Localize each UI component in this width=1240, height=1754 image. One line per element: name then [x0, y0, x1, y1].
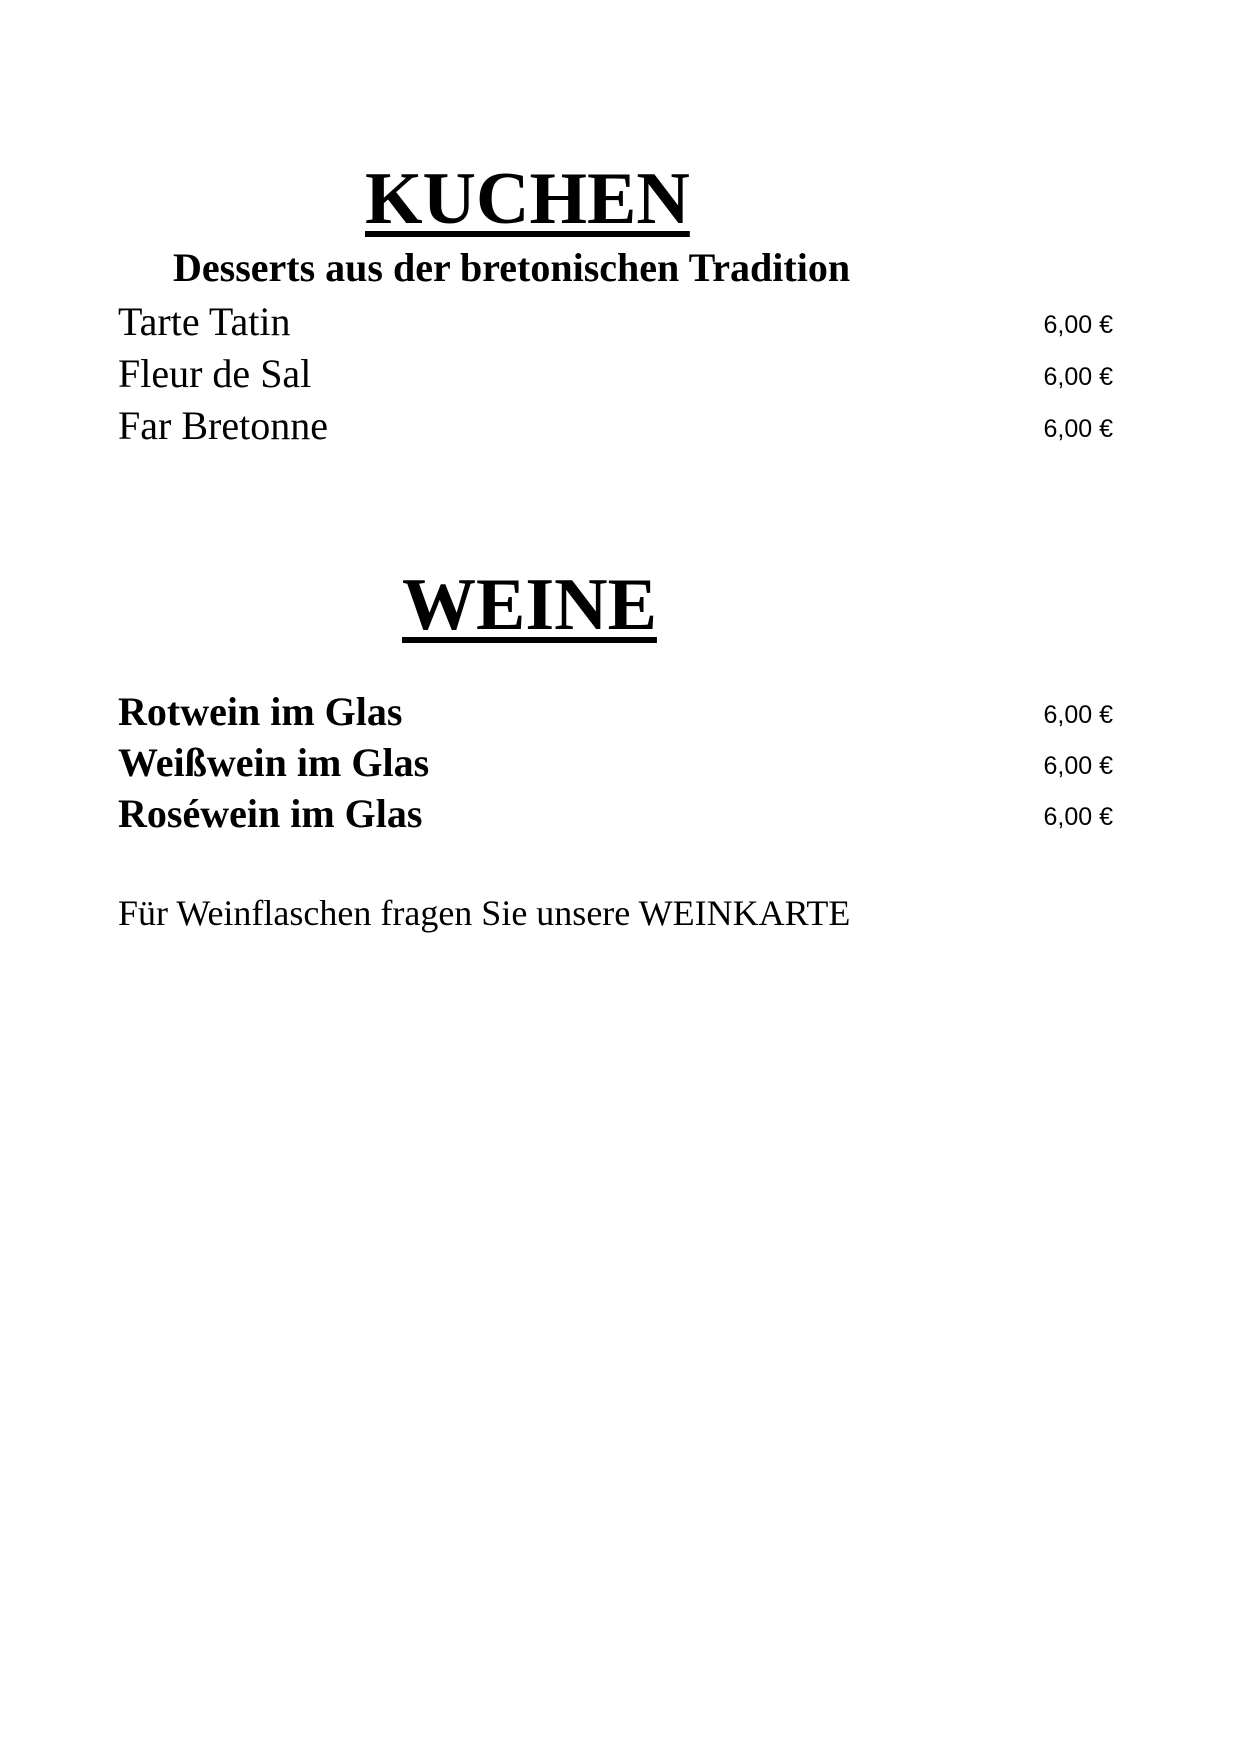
menu-item-tarte-tatin	[118, 298, 1113, 350]
menu-item-rosewein	[118, 790, 1113, 842]
item-name: Tarte Tatin	[118, 299, 291, 344]
item-price: 6,00 €	[1043, 752, 1113, 780]
item-name: Weißwein im Glas	[118, 740, 430, 785]
item-name: Rotwein im Glas	[118, 689, 403, 734]
item-price: 6,00 €	[1043, 363, 1113, 391]
menu-item-far-bretonne	[118, 402, 1113, 454]
menu-item-weisswein	[118, 739, 1113, 791]
item-price: 6,00 €	[1043, 803, 1113, 831]
weine-section-title: WEINE	[402, 564, 657, 646]
item-price: 6,00 €	[1043, 415, 1113, 443]
item-name: Roséwein im Glas	[118, 791, 423, 836]
item-price: 6,00 €	[1043, 701, 1113, 729]
kuchen-section-title: KUCHEN	[365, 158, 690, 240]
item-name: Far Bretonne	[118, 403, 328, 448]
item-name: Fleur de Sal	[118, 351, 312, 396]
menu-item-rotwein	[118, 688, 1113, 740]
item-price: 6,00 €	[1043, 311, 1113, 339]
menu-item-fleur-de-sal	[118, 350, 1113, 402]
wine-list-note: Für Weinflaschen fragen Sie unsere WEINKARTE	[118, 893, 851, 933]
kuchen-subtitle: Desserts aus der bretonischen Tradition	[173, 245, 851, 290]
